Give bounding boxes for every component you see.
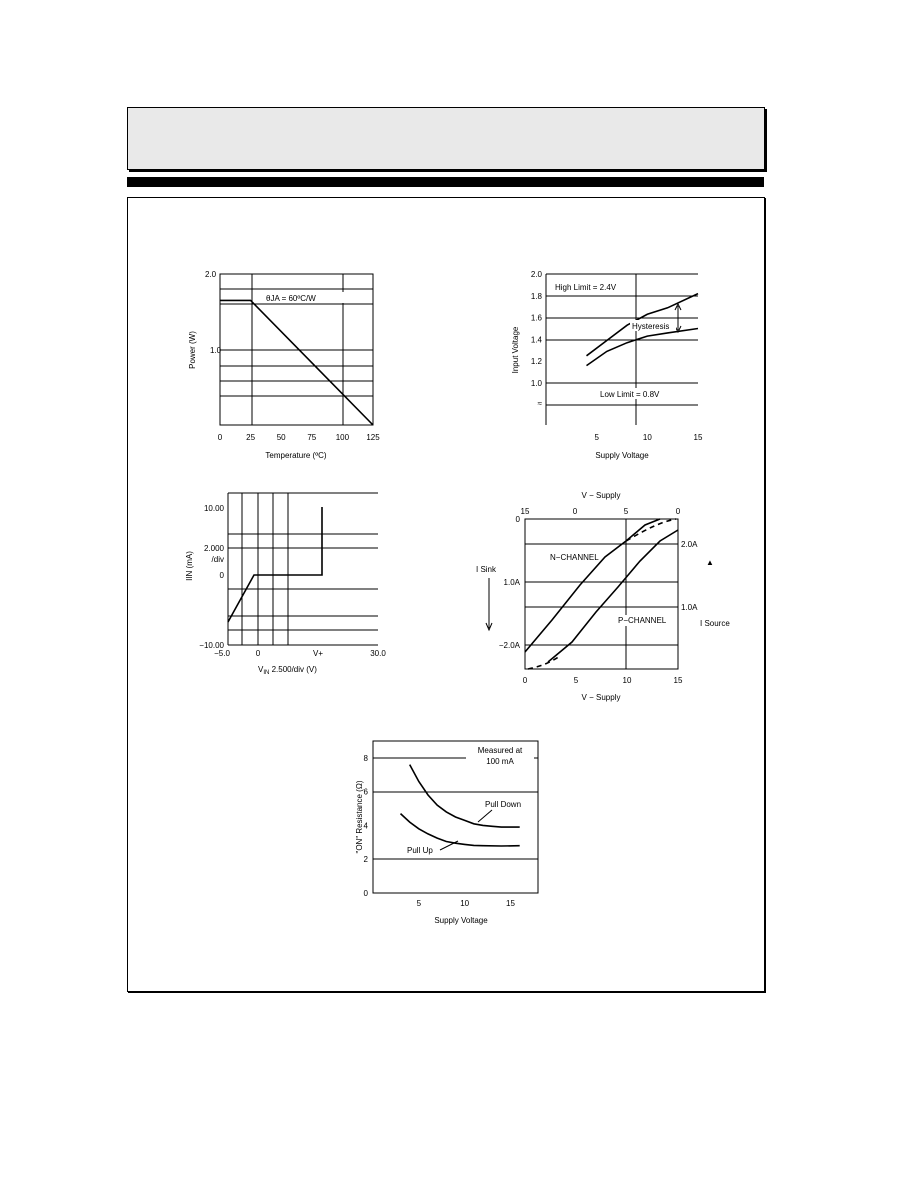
ic-xtick-0: 0 — [255, 649, 261, 658]
od-toptick-label: 15 — [520, 507, 530, 516]
or-ytick-label: 6 — [363, 787, 368, 797]
i-source-arrow-icon: ▲ — [706, 558, 714, 567]
high-limit-label: High Limit = 2.4V — [555, 283, 617, 292]
ic-xtick-vplus: V+ — [312, 649, 324, 658]
ic-ytick-0: 0 — [219, 571, 224, 580]
or-ytick-label: 8 — [363, 753, 368, 763]
or-ytick-label: 4 — [363, 821, 368, 831]
ic-ylabel: IIN (mA) — [185, 551, 194, 581]
or-ylabel: "ON" Resistance (Ω) — [355, 780, 364, 854]
or-ytick-label: 2 — [363, 855, 368, 865]
iv-ytick-label: 1.4 — [530, 335, 542, 345]
od-toptick-label: 5 — [623, 507, 629, 516]
hysteresis-label: Hysteresis — [632, 322, 670, 331]
ic-ytick-neg10: −10.00 — [199, 641, 224, 650]
power-xtick-label: 75 — [307, 433, 317, 442]
power-ytick-2: 2.0 — [205, 270, 217, 279]
measured-label-2: 100 mA — [486, 757, 514, 766]
od-xtick-label: 10 — [622, 676, 632, 685]
iv-ytick-label: 1.8 — [530, 291, 542, 301]
or-xtick-label: 5 — [416, 899, 422, 908]
p-channel-label: P−CHANNEL — [618, 616, 667, 625]
ic-xtick-neg5: −5.0 — [214, 649, 230, 658]
od-ytick-0: 0 — [515, 515, 520, 524]
power-xlabel: Temperature (ºC) — [265, 451, 327, 460]
od-xtick-label: 5 — [573, 676, 579, 685]
od-toptick-label: 0 — [572, 507, 578, 516]
iv-ytick-label: 1.6 — [530, 313, 542, 323]
power-xtick-label: 100 — [335, 433, 350, 442]
od-xtick-label: 0 — [522, 676, 528, 685]
od-ytick-neg2a: −2.0A — [498, 641, 520, 650]
i-source-label: I Source — [700, 619, 730, 628]
power-ytick-1: 1.0 — [210, 346, 222, 355]
iv-xlabel: Supply Voltage — [595, 451, 649, 460]
iv-ytick-label: 1.0 — [530, 379, 542, 388]
or-xtick-label: 10 — [460, 899, 470, 908]
ic-xtick-30: 30.0 — [370, 649, 386, 658]
ic-ytick-div: /div — [211, 555, 224, 564]
od-toptick-label: 0 — [675, 507, 681, 516]
od-xtick-label: 15 — [673, 676, 683, 685]
or-xtick-label: 15 — [506, 899, 515, 908]
od-ytick-1a: 1.0A — [503, 578, 520, 587]
power-xtick-label: 25 — [246, 433, 256, 442]
iv-xtick-label: 5 — [594, 433, 599, 442]
iv-ytick-label: 1.2 — [530, 357, 542, 367]
or-ytick-label: 0 — [363, 889, 368, 898]
low-limit-label: Low Limit = 0.8V — [600, 390, 660, 399]
pull-down-curve — [410, 765, 520, 828]
n-channel-label: N−CHANNEL — [550, 553, 599, 562]
power-xtick-label: 125 — [366, 433, 380, 442]
power-xtick-label: 0 — [217, 433, 223, 442]
power-ylabel: Power (W) — [188, 331, 197, 369]
iv-xtick-label: 10 — [642, 433, 652, 442]
iv-ylabel: Input Voltage — [511, 326, 520, 374]
pull-up-label: Pull Up — [407, 846, 433, 855]
ic-ytick-10: 10.00 — [203, 504, 224, 513]
ic-xlabel: $V_{IN}$ 2.500/div (V) — [258, 665, 317, 676]
pull-down-label: Pull Down — [485, 800, 522, 809]
pull-down-pointer — [478, 810, 492, 822]
od-top-label: V − Supply — [581, 491, 621, 500]
theta-annotation: θJA = 60ºC/W — [266, 294, 316, 303]
od-right-1a: 1.0A — [681, 603, 698, 612]
or-xlabel: Supply Voltage — [434, 916, 488, 925]
measured-label-1: Measured at — [477, 746, 523, 755]
od-xlabel: V − Supply — [581, 693, 621, 702]
power-xtick-label: 50 — [276, 433, 286, 442]
od-right-2a: 2.0A — [681, 540, 698, 549]
iv-xtick-label: 15 — [693, 433, 703, 442]
axis-break-icon: ≈ — [537, 399, 542, 408]
ic-ytick-2: 2.000 — [203, 544, 224, 553]
iv-ytick-label: 2.0 — [530, 270, 542, 279]
i-sink-label: I Sink — [476, 565, 497, 574]
